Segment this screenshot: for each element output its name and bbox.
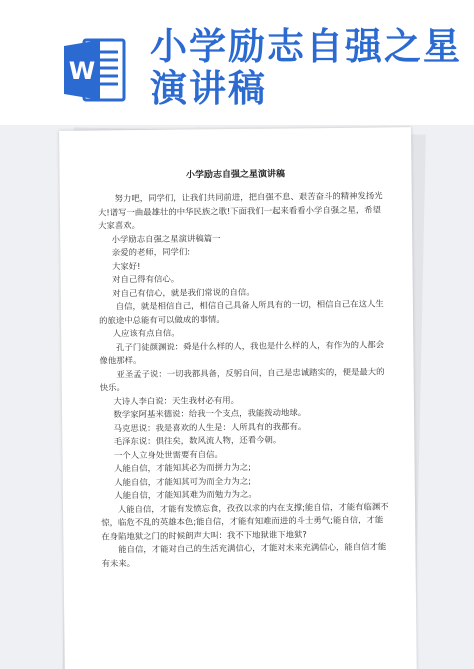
paragraph: 人应该有点自信。 bbox=[112, 327, 180, 339]
paragraph: 能自信，才能对自己的生活充满信心，才能对未来充满信心，能自信才能有未来。 bbox=[101, 541, 387, 568]
document-body bbox=[98, 189, 390, 570]
paragraph: 自信，就是相信自己，相信自己具备人所具有的一切，相信自己在这人生的旅途中总能有可以做成的事情。 bbox=[99, 298, 384, 325]
paragraph: 小学励志自强之星演讲稿篇一 bbox=[111, 232, 221, 244]
paragraph: 亚圣孟子说：一切我都具备，反躬自问，自己是忠诚踏实的，便是最大的快乐。 bbox=[99, 365, 385, 393]
paragraph: 人能自信，才能知其必为而拼力为之; bbox=[113, 461, 251, 474]
title-line-1: 小学励志自强之星 bbox=[150, 25, 462, 68]
document-page bbox=[59, 127, 417, 669]
word-icon-letter: W bbox=[68, 57, 96, 85]
paragraph: 对自己有信心，就是我们常说的自信。 bbox=[112, 286, 255, 298]
paragraph: 努力吧，同学们，让我们共同前进，把自强不息、艰苦奋斗的精神发扬光大!谱写一曲最雄壮的中华民族之歌!下面我们一起来看看小学自强之星，希望大家喜欢。 bbox=[97, 190, 383, 231]
paragraph: 孔子门徒颜渊说：舜是什么样的人，我也是什么样的人，有作为的人都会像他那样。 bbox=[99, 338, 385, 366]
paragraph: 毛泽东说：俱往矣，数风流人物，还看今朝。 bbox=[113, 434, 282, 447]
document-title: 小学励志自强之星演讲稿 bbox=[185, 169, 286, 181]
paragraph: 对自己得有信心。 bbox=[112, 273, 180, 285]
paragraph: 大家好! bbox=[111, 260, 141, 271]
paragraph: 马克思说：我是喜欢的人生是：人所具有的我都有。 bbox=[113, 420, 307, 433]
paragraph: 人能自信，才能有发愤忘食，孜孜以求的内在支撑;能自信，才能有临渊不惊，临危不乱的英雄本色;能自信，才能有知难而进的斗士勇气;能自信，才能在身陷地狱之门的时候朗声大叫：我不下地狱谁下地狱? bbox=[101, 500, 389, 541]
paragraph: 人能自信，才能知其可为而全力为之; bbox=[114, 475, 252, 487]
paragraph: 数学家阿基米德说：给我一个支点，我能拨动地球。 bbox=[113, 407, 307, 420]
header bbox=[0, 0, 474, 125]
paragraph: 亲爱的老师，同学们: bbox=[111, 246, 191, 258]
paragraph: 大诗人李白说：天生我材必有用。 bbox=[113, 394, 240, 406]
document-preview bbox=[0, 125, 474, 669]
title-line-2: 演讲稿 bbox=[150, 67, 267, 110]
paragraph: 一个人立身处世需要有自信。 bbox=[113, 448, 223, 460]
word-icon bbox=[62, 36, 128, 104]
paragraph: 人能自信，才能知其难为而勉力为之。 bbox=[114, 488, 257, 501]
